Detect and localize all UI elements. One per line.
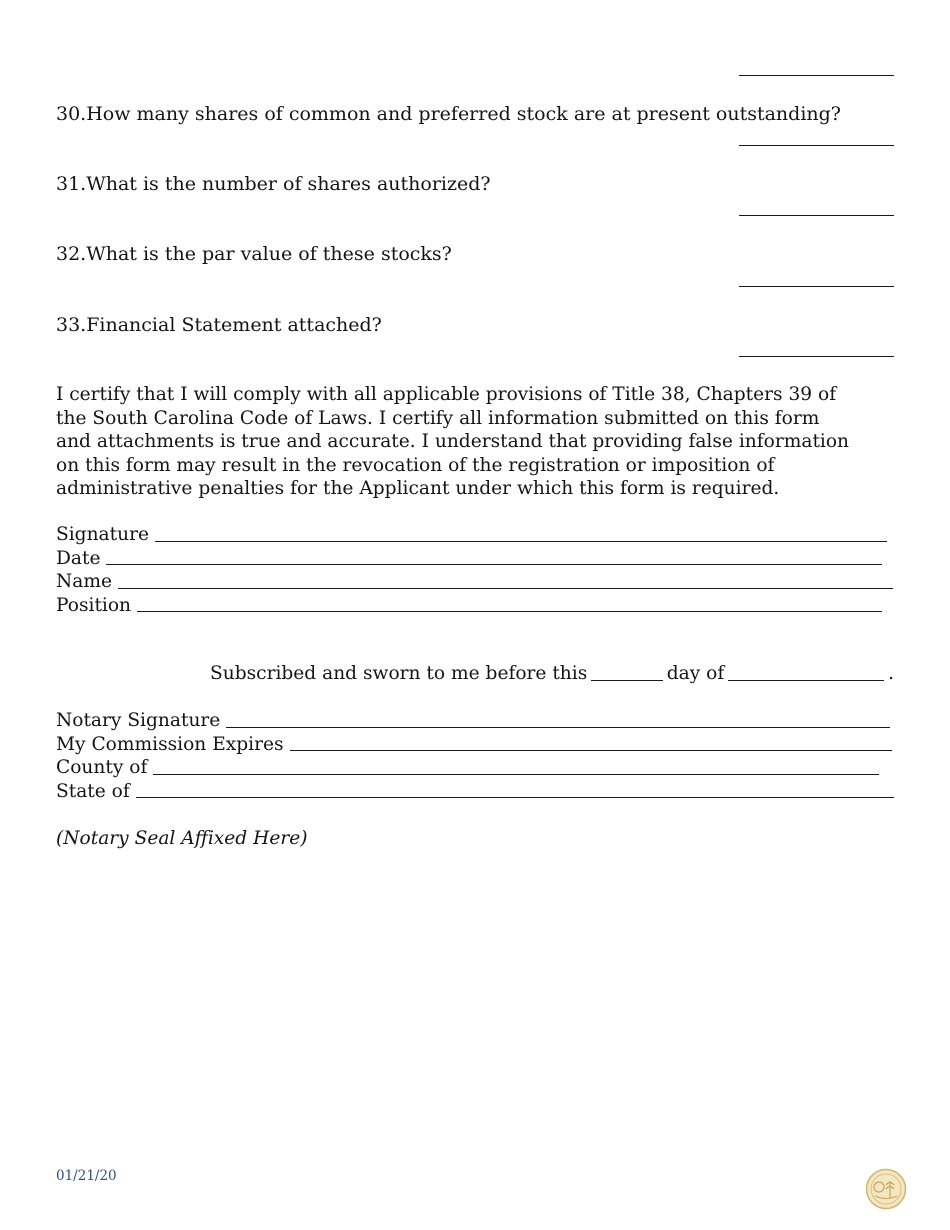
signature-label: Signature	[56, 524, 149, 545]
notary-signature-line[interactable]	[226, 727, 890, 728]
certification-statement: I certify that I will comply with all applicable provisions of Title 38, Chapters 39 of the South Carolina Code of Laws. I certify all information submitted on this form and attachments is true and accurate. I understand that providing false information on this form may result in the revocation of the registration or imposition of administrative penalties for the Applicant under which this form is required.	[56, 384, 850, 499]
commission-expires-label: My Commission Expires	[56, 733, 284, 755]
state-line[interactable]	[136, 797, 894, 798]
date-row	[56, 547, 893, 571]
name-line[interactable]	[118, 588, 893, 589]
revision-date: 01/21/20	[56, 1168, 117, 1184]
commission-expires-line[interactable]	[290, 750, 892, 751]
date-line[interactable]	[106, 564, 882, 565]
answer-blank-top[interactable]	[739, 75, 894, 76]
county-label: County of	[56, 757, 148, 778]
question-32: 32.What is the par value of these stocks?	[56, 243, 452, 265]
oath-suffix: .	[888, 663, 894, 684]
oath-line	[210, 662, 894, 686]
notary-signature-row	[56, 709, 894, 733]
oath-day-blank[interactable]	[591, 680, 663, 681]
answer-blank-31[interactable]	[739, 215, 894, 216]
state-row	[56, 780, 894, 804]
oath-month-blank[interactable]	[728, 680, 884, 681]
signature-line[interactable]	[155, 541, 887, 542]
answer-blank-32[interactable]	[739, 286, 894, 287]
notary-signature-label: Notary Signature	[56, 710, 221, 731]
oath-middle: day of	[666, 663, 725, 684]
question-33: 33.Financial Statement attached?	[56, 314, 382, 336]
state-seal-icon	[865, 1168, 907, 1210]
answer-blank-30[interactable]	[739, 145, 894, 146]
commission-expires-row	[56, 733, 894, 757]
county-row	[56, 756, 894, 780]
question-30: 30.How many shares of common and preferred stock are at present outstanding?	[56, 103, 841, 125]
position-label: Position	[56, 594, 132, 616]
answer-blank-33[interactable]	[739, 356, 894, 357]
state-label: State of	[56, 780, 130, 802]
county-line[interactable]	[153, 774, 879, 775]
oath-prefix: Subscribed and sworn to me before this	[210, 663, 588, 684]
position-line[interactable]	[137, 611, 882, 612]
name-label: Name	[56, 571, 112, 592]
signature-block	[56, 523, 893, 617]
date-label: Date	[56, 547, 101, 569]
notary-seal-note: (Notary Seal Affixed Here)	[56, 828, 308, 849]
position-row	[56, 594, 893, 618]
notary-block	[56, 709, 894, 803]
question-31: 31.What is the number of shares authorized?	[56, 173, 491, 195]
name-row	[56, 570, 893, 594]
signature-row	[56, 523, 893, 547]
